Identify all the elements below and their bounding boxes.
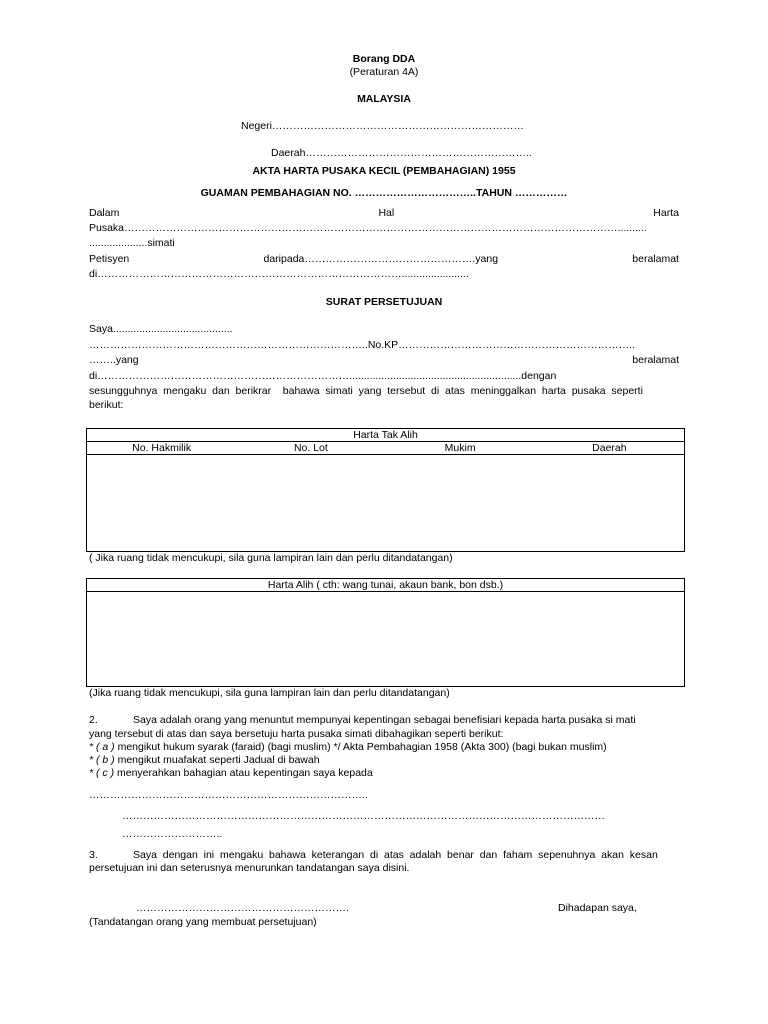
option-b-text: mengikut muafakat seperti Jadual di bawah [114,754,320,766]
regulation-ref: (Peraturan 4A) [349,66,419,78]
hal-text: Hal [378,207,395,219]
option-b [89,754,320,767]
col-hakmilik: No. Hakmilik [132,442,192,454]
recipient-dots-1: …………………………………………………………………….. [89,789,368,801]
col-lot: No. Lot [293,442,328,454]
case-number-line: GUAMAN PEMBAHAGIAN NO. ……………………………..TAHUN …………… [200,187,568,199]
option-a-mark: * ( a ) [89,741,115,753]
declaration-line-1: sesungguhnya mengaku dan berikrar bahawa simati yang tersebut di atas meninggalkan harta pusaka seperti [89,385,643,397]
immovable-table-header [87,442,684,455]
movable-property-table [86,578,685,687]
immovable-table-title: Harta Tak Alih [87,429,684,442]
para2-line-2: yang tersebut di atas dan saya bersetuju harta pusaka simati dibahagikan seperti berikut: [89,728,504,740]
para3-line-1: Saya dengan ini mengaku bahawa keterangan di atas adalah benar dan faham sepenuhnya akan kesan [133,849,658,861]
yang-line [89,354,679,367]
immovable-property-table [86,428,685,552]
witness-label: Dihadapan saya, [558,902,637,914]
para2-line-1: Saya adalah orang yang menuntut mempunyai kepentingan sebagai benefisiari kepada harta pusaka si mati [133,714,636,726]
option-a-text: mengikut hukum syarak (faraid) (bagi muslim) */ Akta Pembahagian 1958 (Akta 300) (bagi bukan muslim) [114,741,607,753]
immovable-note: ( Jika ruang tidak mencukupi, sila guna lampiran lain dan perlu ditandatangan) [89,552,453,564]
petisyen-line [89,253,679,266]
section-title: SURAT PERSETUJUAN [325,296,443,308]
option-c-mark: * ( c ) [89,767,115,779]
movable-note: (Jika ruang tidak mencukupi, sila guna lampiran lain dan perlu ditandatangan) [89,687,450,699]
option-c-text: menyerahkan bahagian atau kepentingan saya kepada [114,767,373,779]
signature-label: (Tandatangan orang yang membuat persetujuan) [89,916,317,928]
harta-text: Harta [653,207,679,219]
recipient-dots-3: ……………………….. [122,828,223,840]
address-line: di……………………………………………………………………………....................... [89,268,469,280]
pusaka-line: Pusaka…………………………………………………………………………………………………………………………….......... [89,222,647,234]
para3-line-2: persetujuan ini dan seterusnya menurunkan tandatangan saya disini. [89,862,410,874]
signature-dots: ……………………………………………………. [136,902,349,914]
form-title: Borang DDA [352,53,416,65]
col-mukim: Mukim [444,442,476,454]
option-c [89,767,373,780]
option-a [89,741,607,754]
act-title: AKTA HARTA PUSAKA KECIL (PEMBAHAGIAN) 1955 [252,165,516,177]
di-dengan-line: di………………………………………………………………...........................................................dengan [89,370,557,382]
declaration-line-2: berikut: [89,399,124,411]
dalam-text: Dalam [89,207,120,219]
para2-number: 2. [89,714,98,726]
recipient-dots-2: ………………………………………………………………………………………………………………………… [122,810,605,822]
daripada-text: daripada………………………………………….yang [263,253,499,265]
petisyen-text: Petisyen [89,253,130,265]
para3-number: 3. [89,849,98,861]
nokp-line: ……………………………………………………………………..No.KP………………………………………………………….. [89,339,636,351]
beralamat-text-2: beralamat [632,354,679,366]
country-heading: MALAYSIA [357,93,411,105]
beralamat-text: beralamat [632,253,679,265]
yang-text: ……..yang [89,354,139,366]
daerah-field: Daerah……………………………………………………….. [271,147,532,159]
saya-line: Saya......................................... [89,323,233,335]
negeri-field: Negeri……………………………………………………………… [241,120,524,132]
intro-line-1 [89,207,679,220]
option-b-mark: * ( b ) [89,754,115,766]
movable-table-title: Harta Alih ( cth: wang tunai, akaun bank, bon dsb.) [87,579,684,592]
simati-line: ....................simati [89,237,175,249]
col-daerah: Daerah [592,442,627,454]
